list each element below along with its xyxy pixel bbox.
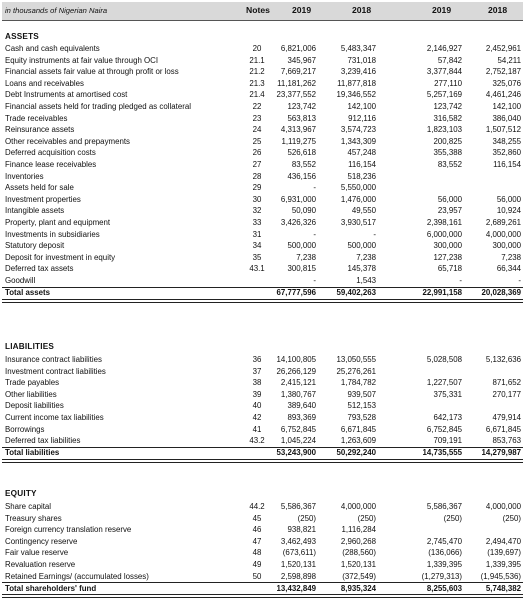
row-value: 142,100 [492,102,521,111]
row-note: 22 [252,102,262,111]
row-value: 325,076 [492,78,521,88]
row-value: 277,110 [434,78,462,88]
statement-row [2,366,523,378]
row-value: 65,718 [437,264,462,274]
total-value: 20,028,369 [481,288,521,298]
row-label: Deposit liabilities [5,401,64,411]
row-note: 24 [252,125,262,135]
row-note: 50 [252,571,262,581]
row-label: Share capital [5,502,52,511]
row-value: 3,574,723 [340,125,376,135]
row-note: 21.1 [249,55,265,65]
total-value: 14,279,987 [481,448,521,458]
row-label: Deferred tax liabilities [5,436,81,446]
row-value: 3,239,416 [340,67,376,77]
row-value: 2,689,261 [485,218,521,227]
statement-row [2,275,523,287]
statement-row [2,78,523,90]
row-note: 33 [252,218,262,227]
total-value: 8,255,603 [426,583,462,593]
liabilities-title: LIABILITIES [5,342,55,351]
equity-title: EQUITY [5,489,37,498]
row-note: 36 [252,355,262,364]
row-value: 793,528 [347,413,376,422]
total-double-rule [2,459,523,463]
row-value: 3,462,493 [280,536,316,546]
total-value: 5,748,382 [485,583,521,593]
row-value: 56,000 [437,194,462,204]
row-value: 56,000 [496,194,521,204]
row-note: 42 [252,413,262,422]
row-value: 145,378 [347,264,376,274]
total-label: Total assets [5,288,51,298]
row-value: 912,116 [348,113,376,123]
row-note: 29 [252,183,262,193]
row-value: 57,842 [437,55,462,65]
row-note: 30 [252,194,262,204]
row-value: 1,784,782 [340,378,376,388]
row-value: 5,550,000 [340,183,376,193]
statement-row [2,547,523,559]
row-value: (250) [502,513,521,523]
row-value: 19,346,552 [336,90,376,100]
row-value: 6,671,845 [485,424,521,434]
row-label: Property, plant and equipment [5,218,111,227]
row-value: 4,313,967 [280,125,316,135]
statement-row [2,559,523,571]
units-caption: in thousands of Nigerian Naira [5,6,108,15]
row-value: 1,343,309 [340,136,376,146]
row-value: 6,671,845 [340,424,376,434]
row-note: 45 [252,513,262,523]
row-value: 116,154 [493,160,521,169]
row-value: 345,967 [287,55,316,65]
row-value: 49,550 [351,206,376,216]
total-label: Total shareholders' fund [5,583,97,593]
row-value: 457,248 [347,148,376,158]
row-value: 83,552 [437,160,462,169]
statement-row [2,571,523,583]
statement-row [2,377,523,389]
row-value: 116,154 [348,160,376,169]
row-note: 21.4 [249,90,265,100]
row-value: 6,752,845 [426,424,462,434]
row-value: 2,415,121 [280,378,316,388]
total-value: 8,935,324 [340,583,376,593]
row-value: 23,957 [437,206,462,216]
row-value: (136,066) [428,548,462,558]
row-note: 39 [252,389,262,399]
row-value: 1,476,000 [340,194,376,204]
row-label: Intangible assets [5,206,65,216]
year-header-3: 2019 [432,5,452,15]
total-value: 53,243,900 [276,448,316,458]
row-value: - [373,229,376,239]
row-value: 352,860 [492,148,521,158]
total-value: 14,735,555 [422,448,462,458]
row-label: Current income tax liabilities [5,413,104,422]
row-value: 54,211 [497,55,521,65]
row-value: 4,461,246 [485,90,521,100]
year-header-4: 2018 [488,5,508,15]
row-value: 1,543 [356,276,376,285]
row-label: Revaluation reserve [5,560,76,569]
statement-row [2,536,523,548]
statement-row [2,43,523,55]
statement-row [2,55,523,67]
row-note: 44.2 [249,502,265,511]
row-note: 23 [252,113,262,123]
row-label: Goodwill [5,276,36,285]
statement-row [2,171,523,183]
balance-sheet [2,2,523,593]
row-value: 389,640 [287,401,316,411]
row-value: 3,426,326 [280,218,316,227]
total-value: 67,777,596 [276,288,316,298]
row-value: 123,742 [433,102,462,111]
row-note: 20 [252,44,262,53]
row-value: 300,000 [433,241,462,251]
row-note: 41 [252,424,262,434]
row-value: 26,266,129 [276,366,316,376]
row-value: 66,344 [496,264,521,274]
row-note: 43.2 [249,436,265,446]
row-value: (250) [357,513,376,523]
row-value: 25,276,261 [336,366,376,376]
row-label: Deposit for investment in equity [5,252,116,262]
statement-row [2,159,523,171]
row-value: 1,263,609 [340,436,376,446]
row-value: 1,116,284 [341,525,376,535]
statement-row [2,113,523,125]
row-label: Investments in subsidiaries [5,229,100,239]
row-value: 6,931,000 [280,194,316,204]
statement-row [2,66,523,78]
statement-row [2,182,523,194]
row-value: 200,825 [433,136,462,146]
row-label: Deferred tax assets [5,264,74,274]
row-value: 2,494,470 [485,536,521,546]
row-note: 40 [252,401,262,411]
statement-row [2,354,523,366]
year-header-2: 2018 [352,5,372,15]
total-value: 22,991,158 [422,288,462,298]
row-label: Deferred acquisition costs [5,148,96,158]
row-value: - [313,183,316,193]
row-value: 642,173 [433,413,462,422]
row-value: 2,398,161 [426,218,462,227]
row-value: 7,238 [356,252,376,262]
statement-row [2,147,523,159]
row-label: Insurance contract liabilities [5,355,102,364]
row-note: 28 [252,171,262,181]
row-value: 1,339,395 [426,560,462,569]
row-value: (372,549) [342,571,376,581]
statement-row [2,229,523,241]
row-value: 1,520,131 [340,560,376,569]
row-value: (288,560) [342,548,376,558]
row-value: 518,236 [347,171,376,181]
row-value: 3,930,517 [340,218,376,227]
row-value: 2,960,268 [340,536,376,546]
row-note: 31 [252,229,262,239]
row-label: Finance lease receivables [5,160,97,169]
row-note: 37 [252,366,262,376]
row-value: 5,132,636 [485,355,521,364]
row-value: 50,090 [291,206,316,216]
row-label: Financial assets fair value at through profit or loss [5,67,179,77]
row-label: Other liabilities [5,389,57,399]
total-double-rule [2,594,523,598]
row-value: 6,752,845 [280,424,316,434]
row-value: 7,238 [501,252,521,262]
row-note: 35 [252,252,262,262]
row-value: 500,000 [347,241,376,251]
row-value: (1,945,536) [480,571,521,581]
row-value: 142,100 [347,102,376,111]
row-value: 5,257,169 [426,90,462,100]
row-value: 512,153 [347,401,376,411]
row-value: 127,238 [433,252,462,262]
row-value: 7,238 [296,252,316,262]
row-value: 2,752,187 [485,67,521,77]
row-value: 2,146,927 [426,44,462,53]
row-note: 48 [252,548,262,558]
row-value: 348,255 [492,136,521,146]
row-value: 355,388 [433,148,462,158]
row-note: 38 [252,378,262,388]
row-value: 5,586,367 [426,502,462,511]
row-label: Retained Earnings/ (accumulated losses) [5,571,149,581]
row-value: 853,763 [492,436,521,446]
row-value: 939,507 [347,389,376,399]
row-note: 32 [252,206,262,216]
row-label: Inventories [5,171,44,181]
row-value: 123,742 [287,102,316,111]
row-value: 500,000 [287,241,316,251]
row-label: Statutory deposit [5,241,65,251]
total-double-rule [2,299,523,303]
notes-header: Notes [246,5,270,15]
statement-row [2,217,523,229]
row-label: Cash and cash equivalents [5,44,100,53]
row-label: Other receivables and prepayments [5,136,131,146]
row-value: 436,156 [287,171,316,181]
row-value: 300,000 [492,241,521,251]
row-value: - [313,229,316,239]
statement-row [2,263,523,275]
total-row [2,447,523,459]
row-value: 2,598,898 [280,571,316,581]
row-value: 300,815 [287,264,316,274]
row-value: 5,586,367 [280,502,316,511]
header-row [2,2,523,21]
row-note: 26 [252,148,262,158]
row-value: - [313,276,316,285]
row-value: 270,177 [492,389,521,399]
row-value: 11,181,262 [277,78,316,88]
row-value: (139,697) [487,548,521,558]
statement-row [2,124,523,136]
total-value: 13,432,849 [276,583,316,593]
row-value: 1,507,512 [485,125,521,135]
row-note: 27 [252,160,262,169]
row-value: 1,119,275 [281,136,316,146]
row-value: 731,018 [347,55,376,65]
row-value: 1,520,131 [280,560,316,569]
statement-row [2,252,523,264]
row-value: 6,821,006 [280,44,316,53]
row-value: 316,582 [433,113,462,123]
total-value: 50,292,240 [336,448,376,458]
row-value: 10,924 [496,206,521,216]
row-value: 6,000,000 [426,229,462,239]
row-value: 893,369 [287,413,316,422]
statement-row [2,136,523,148]
row-value: 14,100,805 [276,355,316,364]
row-value: 4,000,000 [340,502,376,511]
row-value: 5,028,508 [426,355,462,364]
row-note: 43.1 [249,264,265,274]
row-label: Loans and receivables [5,78,84,88]
row-label: Trade payables [5,378,60,388]
row-note: 34 [252,241,262,251]
row-value: 1,339,395 [485,560,521,569]
row-value: 563,813 [287,113,316,123]
row-value: 526,618 [287,148,316,158]
statement-row [2,389,523,401]
row-value: 7,669,217 [280,67,316,77]
statement-row [2,89,523,101]
row-value: 5,483,347 [340,44,376,53]
row-note: 25 [252,136,262,146]
statement-row [2,435,523,447]
row-label: Borrowings [5,424,45,434]
row-label: Foreign currency translation reserve [5,525,132,535]
row-note: 47 [252,536,262,546]
statement-row [2,524,523,536]
row-value: 375,331 [433,389,462,399]
row-label: Equity instruments at fair value through OCI [5,55,159,65]
total-row [2,583,523,595]
row-label: Investment properties [5,194,81,204]
statement-row [2,205,523,217]
statement-row [2,424,523,436]
row-value: 11,877,818 [337,78,376,88]
row-value: 1,823,103 [426,125,462,135]
row-value: - [518,276,521,285]
row-value: 386,040 [492,113,521,123]
total-value: 59,402,263 [336,288,376,298]
row-note: 46 [252,525,262,535]
statement-row [2,513,523,525]
statement-row [2,400,523,412]
row-value: (250) [443,513,462,523]
row-value: 83,552 [291,160,316,169]
row-value: (250) [297,513,316,523]
row-label: Reinsurance assets [5,125,75,135]
row-value: 23,377,552 [276,90,316,100]
row-value: 871,652 [492,378,521,388]
statement-row [2,412,523,424]
year-header-1: 2019 [292,5,312,15]
row-value: 479,914 [492,413,521,422]
statement-row [2,240,523,252]
statement-row [2,194,523,206]
row-label: Contingency reserve [5,536,78,546]
row-value: 709,191 [433,436,462,446]
row-value: 1,227,507 [426,378,462,388]
row-note: 21.3 [249,78,265,88]
row-value: 4,000,000 [485,229,521,239]
row-value: 2,745,470 [426,536,462,546]
row-value: 1,380,767 [280,389,316,399]
row-value: 938,821 [287,525,316,535]
total-label: Total liabilities [5,448,60,458]
row-value: (1,279,313) [421,571,462,581]
row-value: 3,377,844 [426,67,462,77]
statement-row [2,501,523,513]
row-label: Fair value reserve [5,548,69,558]
row-label: Assets held for sale [5,183,74,193]
row-note: 21.2 [249,67,265,77]
assets-title: ASSETS [5,32,39,41]
statement-row [2,101,523,113]
row-value: (673,611) [282,548,316,558]
row-label: Treasury shares [5,513,62,523]
row-label: Debt Instruments at amortised cost [5,90,128,100]
row-label: Investment contract liabilities [5,366,106,376]
row-value: - [459,276,462,285]
row-label: Financial assets held for trading pledged as collateral [5,102,191,111]
row-label: Trade receivables [5,113,68,123]
row-value: 4,000,000 [485,502,521,511]
row-note: 49 [252,560,262,569]
row-value: 1,045,224 [280,436,316,446]
row-value: 13,050,555 [336,355,376,364]
row-value: 2,452,961 [485,44,521,53]
total-row [2,287,523,299]
